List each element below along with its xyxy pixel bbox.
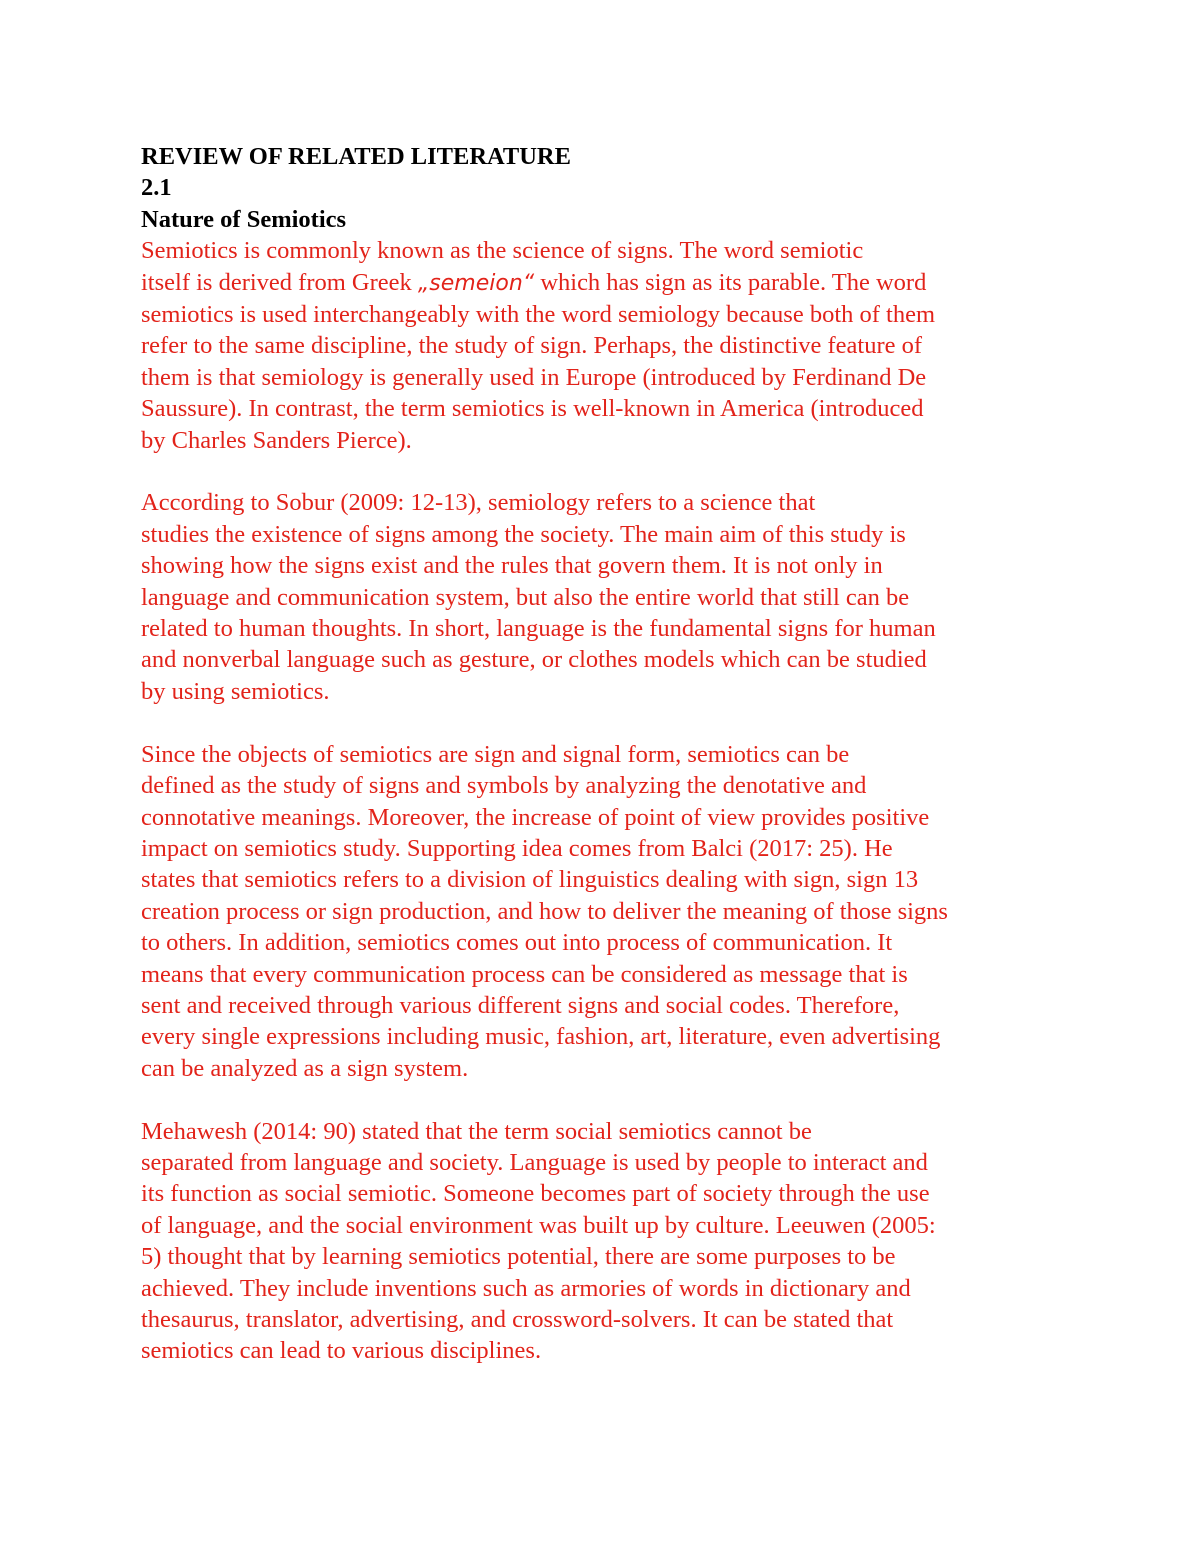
text-line: connotative meanings. Moreover, the increase of point of view provides positive [141, 803, 930, 831]
text-segment: which has sign as its parable. The word [534, 268, 927, 296]
text-line: creation process or sign production, and how to deliver the meaning of those signs [141, 897, 948, 925]
text-line: studies the existence of signs among the society. The main aim of this study is [141, 520, 906, 548]
text-line: can be analyzed as a sign system. [141, 1054, 469, 1082]
document-body [141, 141, 1061, 1398]
document-title: REVIEW OF RELATED LITERATURE [141, 143, 571, 170]
text-line: related to human thoughts. In short, language is the fundamental signs for human [141, 615, 936, 643]
text-line: its function as social semiotic. Someone becomes part of society through the use [141, 1180, 930, 1208]
body-paragraph [141, 1116, 1061, 1367]
text-line: by Charles Sanders Pierce). [141, 426, 412, 454]
text-line: thesaurus, translator, advertising, and crossword-solvers. It can be stated that [141, 1305, 894, 1333]
text-line: every single expressions including music, fashion, art, literature, even advertising [141, 1023, 941, 1051]
text-line: and nonverbal language such as gesture, or clothes models which can be studied [141, 646, 927, 674]
text-line: 5) thought that by learning semiotics potential, there are some purposes to be [141, 1243, 896, 1271]
text-line: refer to the same discipline, the study of sign. Perhaps, the distinctive feature of [141, 332, 923, 360]
body-paragraph [141, 739, 1061, 1084]
section-title: Nature of Semiotics [141, 205, 347, 233]
paragraph-list [141, 235, 1061, 1367]
text-line: states that semiotics refers to a division of linguistics dealing with sign, sign 13 [141, 866, 919, 894]
text-line: means that every communication process can be considered as message that is [141, 960, 908, 988]
section-number: 2.1 [141, 174, 172, 202]
text-line: semiotics is used interchangeably with the word semiology because both of them [141, 301, 936, 329]
text-line: sent and received through various different signs and social codes. Therefore, [141, 991, 900, 1019]
text-line: defined as the study of signs and symbols by analyzing the denotative and [141, 772, 867, 800]
text-line: them is that semiology is generally used in Europe (introduced by Ferdinand De [141, 363, 927, 391]
body-paragraph [141, 235, 1061, 456]
text-line: Saussure). In contrast, the term semiotics is well-known in America (introduced [141, 395, 924, 423]
text-line: Semiotics is commonly known as the science of signs. The word semiotic [141, 237, 864, 265]
text-line: Mehawesh (2014: 90) stated that the term social semiotics cannot be [141, 1117, 812, 1145]
text-line: by using semiotics. [141, 677, 330, 705]
text-line: impact on semiotics study. Supporting idea comes from Balci (2017: 25). He [141, 834, 893, 862]
text-line: separated from language and society. Language is used by people to interact and [141, 1148, 928, 1176]
greek-term: „semeion“ [417, 270, 535, 296]
body-paragraph [141, 487, 1061, 707]
text-line: of language, and the social environment was built up by culture. Leeuwen (2005: [141, 1211, 936, 1239]
text-line: achieved. They include inventions such as armories of words in dictionary and [141, 1274, 911, 1302]
text-line: According to Sobur (2009: 12-13), semiology refers to a science that [141, 489, 816, 517]
text-line: showing how the signs exist and the rules that govern them. It is not only in [141, 552, 883, 580]
text-line: to others. In addition, semiotics comes out into process of communication. It [141, 929, 893, 957]
text-line: Since the objects of semiotics are sign and signal form, semiotics can be [141, 740, 850, 768]
text-line: semiotics can lead to various disciplines. [141, 1337, 542, 1365]
text-line [141, 267, 1061, 299]
text-line: language and communication system, but also the entire world that still can be [141, 583, 910, 611]
text-segment: itself is derived from Greek [141, 268, 418, 296]
